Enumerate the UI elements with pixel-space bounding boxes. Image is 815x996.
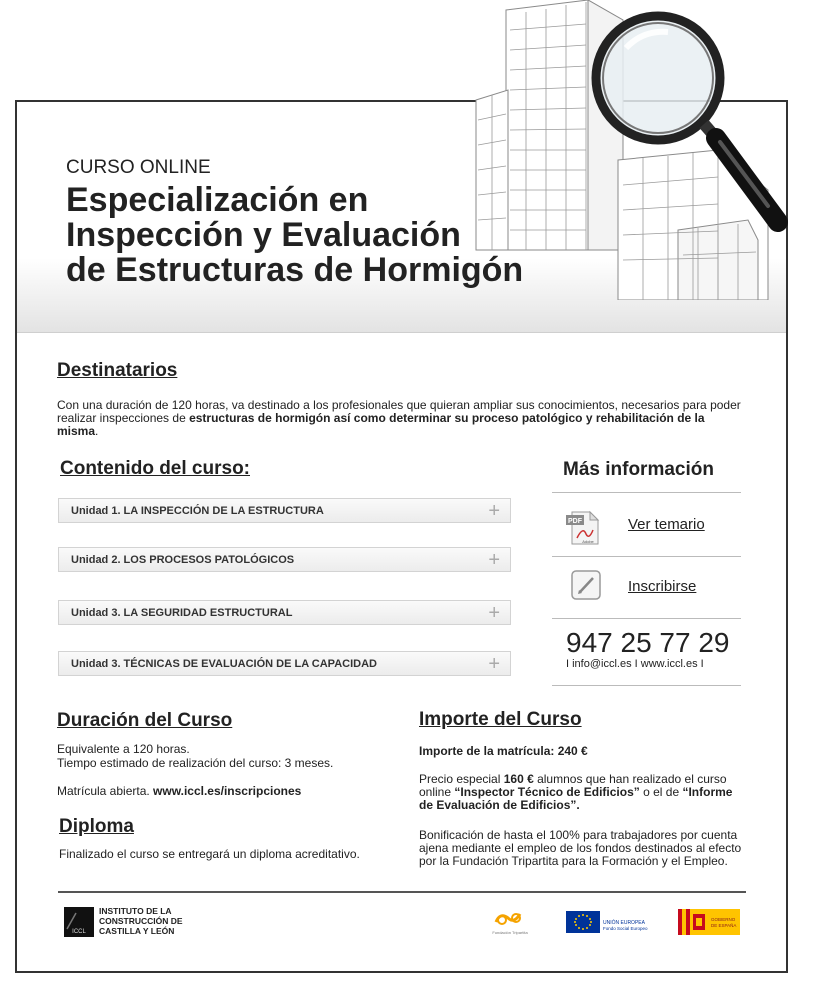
fundacion-text: Fundación Tripartita bbox=[492, 930, 528, 935]
eu-line-1: UNIÓN EUROPEA bbox=[603, 920, 645, 926]
unit-4-accordion[interactable] bbox=[58, 651, 511, 676]
curso-informe: “Informe de Evaluación de Edificios”. bbox=[419, 785, 733, 812]
institute-line-1: INSTITUTO DE LA bbox=[99, 906, 172, 916]
gov-line-1: GOBIERNO bbox=[711, 917, 736, 922]
divider bbox=[552, 492, 741, 493]
unit-3-label: Unidad 3. LA SEGURIDAD ESTRUCTURAL bbox=[71, 607, 293, 619]
unit-2-label: Unidad 2. LOS PROCESOS PATOLÓGICOS bbox=[71, 554, 295, 566]
curso-inspector: “Inspector Técnico de Edificios” bbox=[454, 785, 640, 799]
matricula-label: Matrícula abierta. bbox=[57, 784, 154, 798]
expand-plus-icon[interactable]: + bbox=[488, 549, 500, 571]
fundacion-tripartita-logo bbox=[490, 906, 530, 936]
institute-line-3: CASTILLA Y LEÓN bbox=[99, 926, 175, 936]
ver-temario-link[interactable]: Ver temario bbox=[628, 516, 705, 533]
destinatarios-text-start: Con una duración de 120 horas, va destinado a los profesionales que quieran ampliar sus conocimientos, necesarios para poder realizar inspecciones de bbox=[57, 398, 741, 425]
precio-especial: 160 € bbox=[503, 772, 534, 786]
duracion-line-2: Tiempo estimado de realización del curso: 3 meses. bbox=[57, 756, 334, 770]
pdf-brand-text: Adobe bbox=[582, 539, 594, 544]
duracion-heading: Duración del Curso bbox=[57, 710, 233, 731]
pencil-icon bbox=[570, 569, 602, 601]
institute-line-2: CONSTRUCCIÓN DE bbox=[99, 916, 183, 926]
pdf-icon bbox=[566, 508, 602, 546]
iccl-logo-text: ICCL bbox=[72, 929, 86, 935]
expand-plus-icon[interactable]: + bbox=[488, 653, 500, 675]
gobierno-espana-logo bbox=[678, 909, 740, 935]
contenido-heading: Contenido del curso: bbox=[60, 458, 250, 479]
title-line-3: de Estructuras de Hormigón bbox=[66, 251, 524, 289]
footer-divider bbox=[58, 891, 746, 893]
importe-heading: Importe del Curso bbox=[419, 709, 582, 730]
duracion-line-1: Equivalente a 120 horas. bbox=[57, 742, 190, 756]
iccl-logo bbox=[64, 907, 94, 937]
inscripciones-link[interactable]: www.iccl.es/inscripciones bbox=[153, 784, 302, 798]
contact-line: I info@iccl.es I www.iccl.es I bbox=[566, 658, 704, 670]
course-title bbox=[66, 183, 523, 288]
gov-line-2: DE ESPAÑA bbox=[711, 923, 737, 928]
matricula-line bbox=[57, 785, 301, 798]
mas-info-heading: Más información bbox=[563, 459, 714, 480]
title-line-1: Especialización en bbox=[66, 181, 369, 219]
divider bbox=[552, 685, 741, 686]
diploma-text: Finalizado el curso se entregará un diploma acreditativo. bbox=[59, 847, 360, 861]
destinatarios-text bbox=[57, 399, 747, 438]
expand-plus-icon[interactable]: + bbox=[488, 602, 500, 624]
inscribirse-link[interactable]: Inscribirse bbox=[628, 578, 697, 595]
unit-1-label: Unidad 1. LA INSPECCIÓN DE LA ESTRUCTURA bbox=[71, 505, 324, 517]
precio-especial-text bbox=[419, 773, 747, 812]
title-line-2: Inspección y Evaluación bbox=[66, 216, 461, 254]
destinatarios-text-end: . bbox=[95, 424, 99, 438]
precio-pre: Precio especial bbox=[419, 772, 504, 786]
pdf-badge-text: PDF bbox=[568, 518, 582, 525]
precio-or: o el de bbox=[639, 785, 683, 799]
bonificacion-text: Bonificación de hasta el 100% para trabajadores por cuenta ajena mediante el empleo de los fondos destinados al efecto por la Fundación Tripartita para la Formación y el Empleo. bbox=[419, 828, 742, 868]
unit-3-accordion[interactable] bbox=[58, 600, 511, 625]
divider bbox=[552, 618, 741, 619]
divider bbox=[552, 556, 741, 557]
phone-number: 947 25 77 29 bbox=[566, 627, 730, 658]
destinatarios-heading: Destinatarios bbox=[57, 360, 178, 381]
expand-plus-icon[interactable]: + bbox=[488, 500, 500, 522]
union-europea-logo bbox=[566, 911, 660, 935]
unit-1-accordion[interactable] bbox=[58, 498, 511, 523]
unit-2-accordion[interactable] bbox=[58, 547, 511, 572]
unit-4-label: Unidad 3. TÉCNICAS DE EVALUACIÓN DE LA CAPACIDAD bbox=[71, 658, 377, 670]
destinatarios-text-bold: estructuras de hormigón así como determinar su proceso patológico y rehabilitación de la misma bbox=[57, 411, 705, 438]
institute-name bbox=[99, 906, 189, 936]
importe-matricula: Importe de la matrícula: 240 € bbox=[419, 744, 588, 758]
course-kicker: CURSO ONLINE bbox=[66, 157, 211, 178]
eu-line-2: Fondo Social Europeo bbox=[603, 926, 648, 931]
diploma-heading: Diploma bbox=[59, 816, 134, 837]
precio-mid: alumnos que han realizado el curso online bbox=[419, 772, 727, 799]
